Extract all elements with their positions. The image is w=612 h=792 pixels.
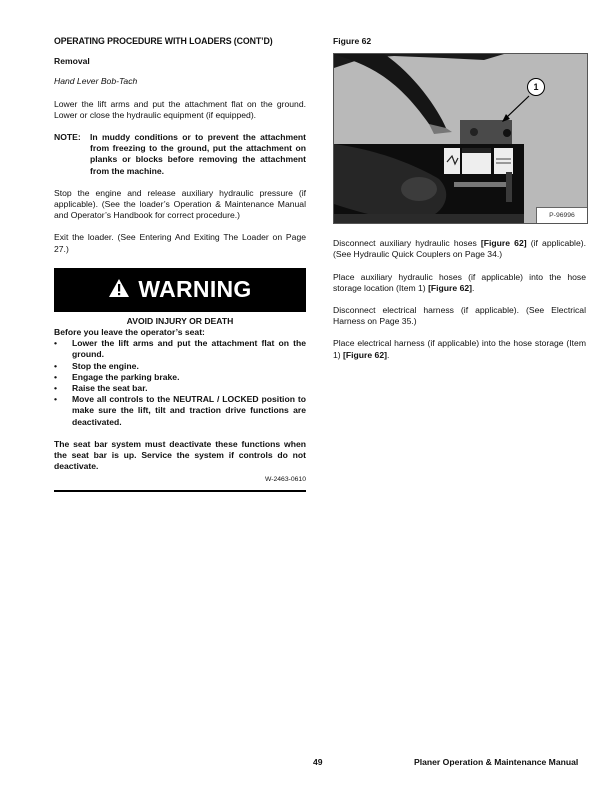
note-text: In muddy conditions or to prevent the attachment from freezing to the ground, put the attachment on planks or blocks before removing the attachment from the machine. [90,132,306,176]
paragraph-disconnect-harness: Disconnect electrical harness (if applicable). (See Electrical Harness on Page 35.) [333,305,586,327]
paragraph-place-hoses: Place auxiliary hydraulic hoses (if applicable) into the hose storage location (Item 1) [Figure 62]. [333,271,586,293]
warning-intro: Before you leave the operator’s seat: [54,327,205,338]
paragraph-disconnect-hoses: Disconnect auxiliary hydraulic hoses [Figure 62] (if applicable). (See Hydraulic Quick Couplers on Page 34.) [333,238,586,260]
list-item: • Raise the seat bar. [54,383,148,394]
section-title: OPERATING PROCEDURE WITH LOADERS (CONT’D) [54,36,273,46]
subheading: Hand Lever Bob-Tach [54,76,138,87]
list-item: • Move all controls to the NEUTRAL / LOCKED position to make sure the lift, tilt and traction drive functions are deactivated. [54,394,306,427]
warning-list [54,338,306,428]
subsection-title: Removal [54,56,90,67]
warning-closing: The seat bar system must deactivate these functions when the seat bar is up. Service the system if controls do not deactivate. [54,438,306,472]
list-item: • Lower the lift arms and put the attachment flat on the ground. [54,338,306,360]
figure-ref: [Figure 62] [480,238,527,249]
warning-code: W-2463-0610 [264,476,306,484]
divider [54,490,306,492]
page-number: 49 [313,757,323,767]
list-item: • Engage the parking brake. [54,371,180,382]
callout-item-1: 1 [527,78,545,96]
figure-photo [333,53,588,224]
manual-title: Planer Operation & Maintenance Manual [414,757,579,767]
warning-triangle-icon [108,278,130,301]
figure-label: Figure 62 [333,36,372,46]
figure-ref: [Figure 62] [428,282,472,293]
left-column [54,36,306,492]
photo-code: P-96996 [536,207,587,223]
figure-ref: [Figure 62] [343,349,387,360]
warning-subtitle: AVOID INJURY OR DEATH [126,315,234,326]
list-item: • Stop the engine. [54,360,139,371]
note-block [54,132,306,177]
right-column [333,36,586,372]
paragraph-lower-lift-arms: Lower the lift arms and put the attachment flat on the ground. Lower or close the hydraulic equipment (if equipped). [54,98,306,120]
note-label: NOTE: [54,132,81,143]
paragraph-place-harness: Place electrical harness (if applicable) into the hose storage (Item 1) [Figure 62]. [333,338,586,360]
warning-section [54,268,306,492]
photo-illustration [334,54,587,223]
paragraph-exit-loader: Exit the loader. (See Entering And Exiting The Loader on Page 27.) [54,232,306,254]
paragraph-stop-engine: Stop the engine and release auxiliary hydraulic pressure (if applicable). (See the loader’s Operation & Maintenance Manual and Operator’s Handbook for correct procedure.) [54,187,306,221]
warning-title: WARNING [138,276,252,303]
warning-banner [54,268,306,312]
